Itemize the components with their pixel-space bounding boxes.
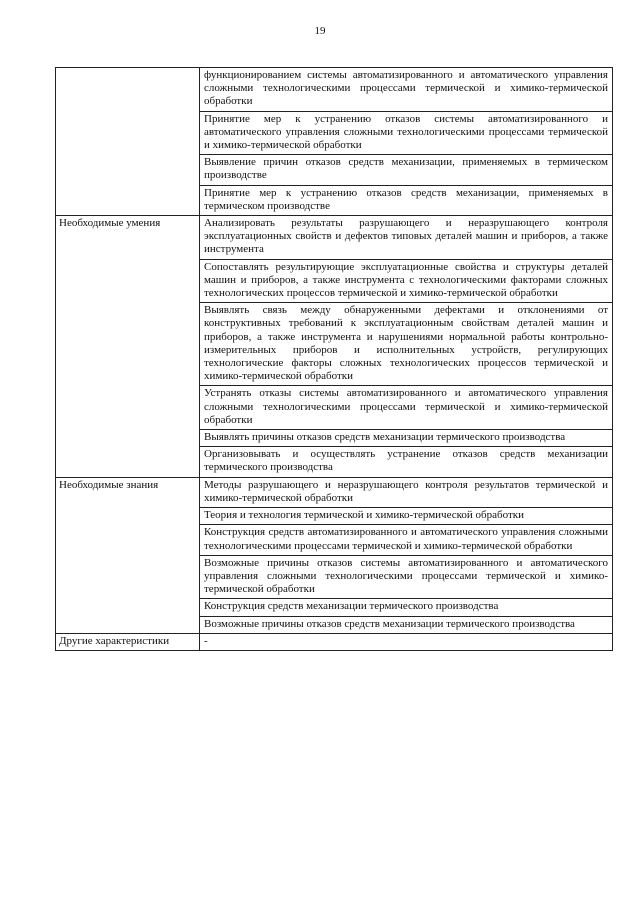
table-cell: Выявлять причины отказов средств механизации термического производства: [200, 430, 613, 447]
table-row: [56, 216, 613, 260]
table-cell: Принятие мер к устранению отказов системы автоматизированного и автоматического управления сложными технологическими процессами термической и химико-термической обработки: [200, 111, 613, 155]
section-label: [56, 68, 200, 216]
table-cell: Выявление причин отказов средств механизации, применяемых в термическом производстве: [200, 155, 613, 185]
table-cell: Организовывать и осуществлять устранение отказов средств механизации термического производства: [200, 447, 613, 477]
table-cell: Устранять отказы системы автоматизированного и автоматического управления сложными технологическими процессами термической и химико-термической обработки: [200, 386, 613, 430]
table-cell: функционированием системы автоматизированного и автоматического управления сложными технологическими процессами термической и химико-термической обработки: [200, 68, 613, 112]
table-cell: Возможные причины отказов системы автоматизированного и автоматического управления сложными технологическими процессами термической и химико-термической обработки: [200, 555, 613, 599]
table-cell: Методы разрушающего и неразрушающего контроля результатов термической и химико-термической обработки: [200, 477, 613, 507]
page-number: 19: [314, 25, 326, 37]
table-cell: Возможные причины отказов средств механизации термического производства: [200, 616, 613, 633]
table-cell: Конструкция средств автоматизированного и автоматического управления сложными технологическими процессами термической и химико-термической обработки: [200, 525, 613, 555]
section-label-other: Другие характеристики: [56, 633, 200, 650]
section-label-knowledge: Необходимые знания: [56, 477, 200, 633]
table-row: [56, 477, 613, 507]
table-cell: -: [200, 633, 613, 650]
table-cell: Принятие мер к устранению отказов средств механизации, применяемых в термическом производстве: [200, 185, 613, 215]
table-row: [56, 68, 613, 112]
section-label-skills: Необходимые умения: [56, 216, 200, 478]
table-cell: Выявлять связь между обнаруженными дефектами и отклонениями от конструктивных требований к эксплуатационным свойствам деталей машин и приборов, а также инструмента и нарушениями нормальной работы контрольно-измерительных приборов и исполнительных устройств, регулирующих технологические факторы сложных технологических процессов термической и химико-термической обработки: [200, 303, 613, 386]
table-cell: Теория и технология термической и химико-термической обработки: [200, 508, 613, 525]
table-row: [56, 633, 613, 650]
competency-table: [55, 67, 613, 651]
table-cell: Конструкция средств механизации термического производства: [200, 599, 613, 616]
table-cell: Анализировать результаты разрушающего и неразрушающего контроля эксплуатационных свойств и дефектов типовых деталей машин и приборов, а также инструмента: [200, 216, 613, 260]
table-cell: Сопоставлять результирующие эксплуатационные свойства и структуры деталей машин и приборов, а также инструмента с технологическими факторами сложных технологических процессов термической и химико-термической обработки: [200, 259, 613, 303]
